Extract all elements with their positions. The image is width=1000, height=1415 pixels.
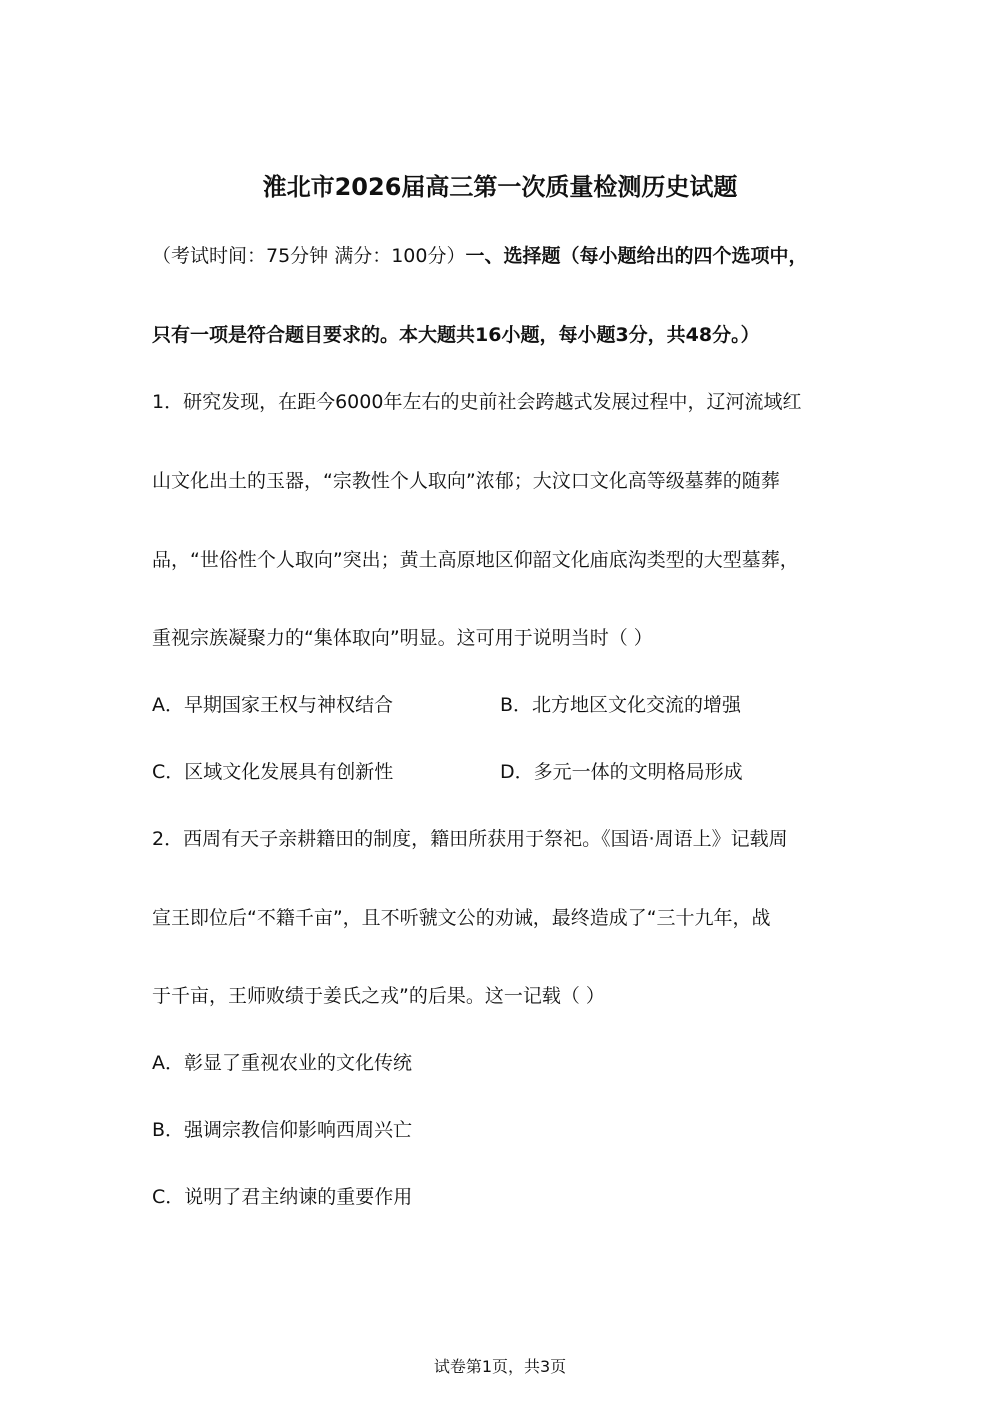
question-1-stem-line: 品，“世俗性个人取向”突出；黄土高原地区仰韶文化庙底沟类型的大型墓葬，	[152, 549, 799, 571]
question-1-stem-line: 山文化出土的玉器，“宗教性个人取向”浓郁；大汶口文化高等级墓葬的随葬	[152, 470, 780, 492]
question-2-option-a[interactable]: A．彰显了重视农业的文化传统	[152, 1052, 412, 1074]
question-1-stem-line: 重视宗族凝聚力的“集体取向”明显。这可用于说明当时（ ）	[152, 627, 653, 649]
page-footer: 试卷第1页，共3页	[433, 1357, 567, 1376]
question-1-stem-line: 1．研究发现，在距今6000年左右的史前社会跨越式发展过程中，辽河流域红	[152, 391, 802, 413]
question-2-stem-line: 于千亩，王师败绩于姜氏之戎”的后果。这一记载（ ）	[152, 985, 605, 1007]
question-1-options-row	[152, 760, 743, 784]
question-1-option-b[interactable]: B．北方地区文化交流的增强	[500, 694, 742, 716]
question-1-options-row	[152, 693, 742, 717]
question-1-option-d[interactable]: D．多元一体的文明格局形成	[500, 761, 743, 783]
question-1-option-a[interactable]: A．早期国家王权与神权结合	[152, 694, 393, 716]
section-heading-part2: 只有一项是符合题目要求的。本大题共16小题，每小题3分，共48分。）	[152, 324, 760, 346]
page-title: 淮北市2026届高三第一次质量检测历史试题	[262, 173, 738, 201]
question-2-stem-line: 宣王即位后“不籍千亩”，且不听虢文公的劝诫，最终造成了“三十九年，战	[152, 907, 771, 929]
question-2-option-c[interactable]: C．说明了君主纳谏的重要作用	[152, 1186, 413, 1208]
exam-info: （考试时间：75分钟 满分：100分）	[152, 245, 466, 267]
exam-info-line	[152, 244, 808, 268]
question-2-option-b[interactable]: B．强调宗教信仰影响西周兴亡	[152, 1119, 413, 1141]
question-2-stem-line: 2．西周有天子亲耕籍田的制度，籍田所获用于祭祀。《国语·周语上》记载周	[152, 828, 788, 850]
section-heading-part1: 一、选择题（每小题给出的四个选项中，	[465, 245, 808, 267]
question-1-option-c[interactable]: C．区域文化发展具有创新性	[152, 761, 394, 783]
